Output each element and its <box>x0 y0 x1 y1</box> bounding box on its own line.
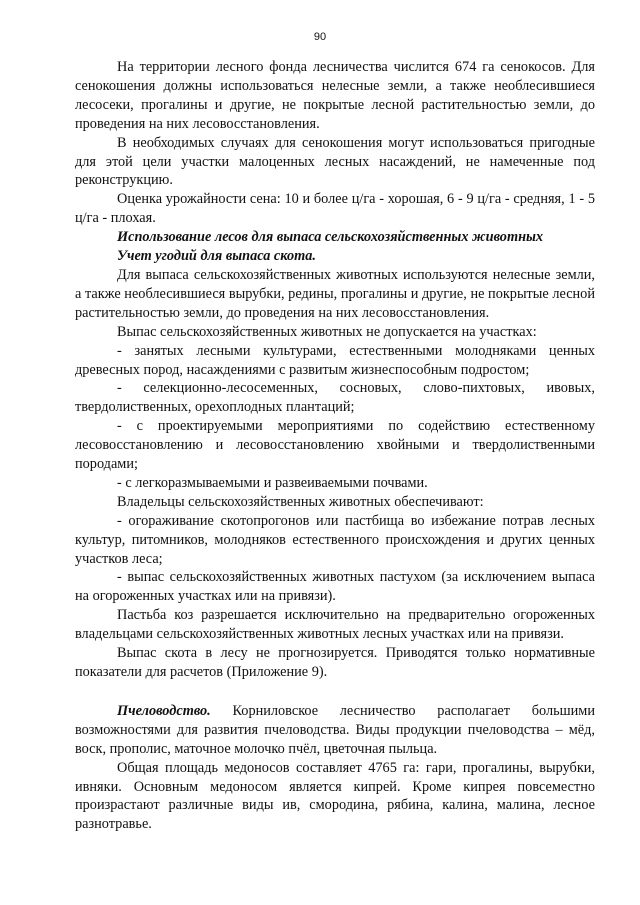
paragraph-grazing-forecast: Выпас скота в лесу не прогнозируется. Приводятся только нормативные показатели для расчетов (Приложение 9). <box>75 645 595 680</box>
document-body <box>75 58 595 834</box>
paragraph-grazing-lands: Для выпаса сельскохозяйственных животных используются нелесные земли, а также необлесившиеся вырубки, редины, прогалины и другие, не покрытые лесной растительностью земли, до проведения на них лесовосстановления. <box>75 266 595 321</box>
section-heading-grazing: Использование лесов для выпаса сельскохозяйственных животных <box>117 229 544 246</box>
subsection-heading-grazing-lands: Учет угодий для выпаса скота. <box>117 248 316 265</box>
paragraph-hayfields: На территории лесного фонда лесничества числится 674 га сенокосов. Для сенокошения должны использоваться нелесные земли, а также необлесившиеся лесосеки, прогалины и другие, не покрытые лесной растительностью земли, до проведения на них лесовосстановления. <box>75 59 595 132</box>
list-item-herdsman: - выпас сельскохозяйственных животных пастухом (за исключением выпаса на огороженных участках или на привязи). <box>75 569 595 605</box>
list-item-reforestation: - с проектируемыми мероприятиями по содействию естественному лесовосстановлению и лесовосстановлению хвойными и твердолиственными породами; <box>75 418 595 473</box>
paragraph-honey-plants: Общая площадь медоносов составляет 4765 га: гари, прогалины, вырубки, ивняки. Основным медоносом является кипрей. Кроме кипрея повсеместно произрастают различные виды ив, смородина, рябина, калина, малина, лесное разнотравье. <box>75 759 595 833</box>
paragraph-owners-ensure: Владельцы сельскохозяйственных животных обеспечивают: <box>117 493 484 510</box>
beekeeping-text: Корниловское лесничество располагает большими возможностями для развития пчеловодства. Виды продукции пчеловодства – мёд, воск, прополис, маточное молочко пчёл, цветочная пыльца. <box>75 702 595 757</box>
list-item-forest-cultures: - занятых лесными культурами, естественными молодняками ценных древесных пород, насаждениями с развитым жизнеспособным подростом; <box>75 342 595 378</box>
paragraph-beekeeping <box>75 702 595 759</box>
list-item-erodible-soils: - с легкоразмываемыми и развеиваемыми почвами. <box>117 474 428 491</box>
beekeeping-lead: Пчеловодство. <box>117 702 211 719</box>
paragraph-goat-grazing: Пастьба коз разрешается исключительно на предварительно огороженных владельцами сельскохозяйственных животных лесных участках или на привязи. <box>75 607 595 643</box>
paragraph-hay-yield: Оценка урожайности сена: 10 и более ц/га - хорошая, 6 - 9 ц/га - средняя, 1 - 5 ц/га - плохая. <box>75 191 595 227</box>
page-number: 90 <box>313 31 327 43</box>
list-item-fencing: - огораживание скотопрогонов или пастбища во избежание потрав лесных культур, питомников, молодняков естественного происхождения и других ценных участков леса; <box>75 512 595 567</box>
section-gap <box>75 682 595 702</box>
paragraph-low-value-stands: В необходимых случаях для сенокошения могут использоваться пригодные для этой цели участки малоценных лесных насаждений, не намеченные под реконструкцию. <box>75 134 595 189</box>
paragraph-grazing-prohibited: Выпас сельскохозяйственных животных не допускается на участках: <box>117 323 537 340</box>
list-item-plantations: - селекционно-лесосеменных, сосновых, слово-пихтовых, ивовых, твердолиственных, орехоплодных плантаций; <box>75 380 595 416</box>
